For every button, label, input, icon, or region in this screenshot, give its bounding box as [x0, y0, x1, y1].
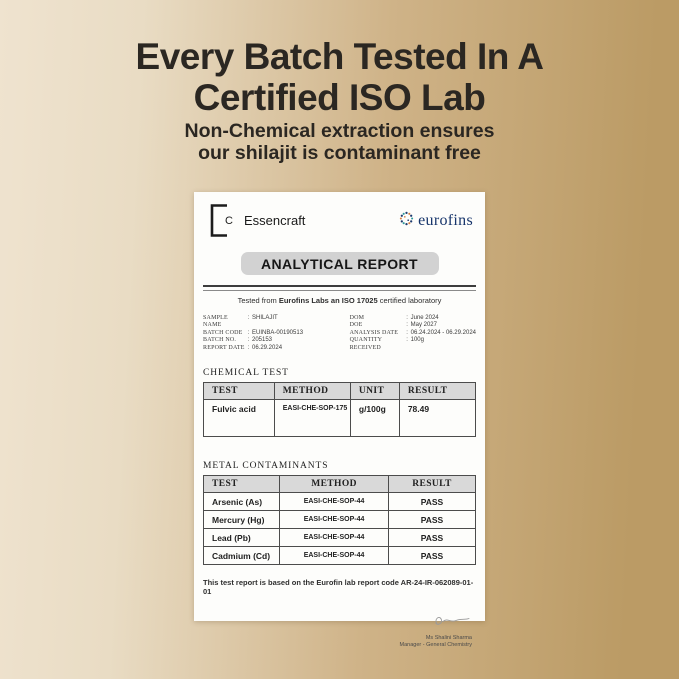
detail-row-quantity — [350, 337, 476, 352]
essencraft-logo — [210, 204, 305, 237]
page-title-line1: Every Batch Tested In A — [135, 36, 544, 77]
cell-method: EASI-CHE-SOP-44 — [280, 511, 389, 529]
cell-method: EASI-CHE-SOP-175 — [274, 400, 350, 437]
detail-value: June 2024 — [410, 315, 439, 321]
detail-value: 06.24.2024 - 06.29.2024 — [410, 329, 476, 336]
detail-colon: : — [406, 329, 408, 336]
column-header: RESULT — [399, 383, 475, 400]
sample-details-right — [350, 315, 476, 352]
detail-label: REPORT DATE — [203, 344, 245, 351]
sample-details-left — [203, 315, 303, 352]
sample-details — [203, 315, 476, 352]
metal-contaminants-table — [203, 475, 476, 565]
cell-test: Cadmium (Cd) — [204, 547, 280, 565]
detail-value: SHILAJIT — [252, 315, 278, 321]
detail-colon: : — [406, 337, 408, 344]
detail-value: 100g — [410, 337, 424, 344]
essencraft-name: Essencraft — [244, 213, 306, 228]
cell-result: PASS — [388, 529, 475, 547]
table-row — [204, 529, 476, 547]
detail-colon: : — [406, 322, 408, 329]
detail-label: SAMPLE NAME — [203, 315, 228, 329]
signatory-name: Ms Shalini Sharma — [425, 635, 472, 642]
detail-colon: : — [247, 337, 250, 344]
cell-result: PASS — [388, 511, 475, 529]
table-row — [204, 547, 476, 565]
detail-colon: : — [247, 315, 250, 321]
detail-colon: : — [247, 329, 250, 336]
signatory-title: Manager - General Chemistry — [399, 642, 472, 649]
page-subtitle-line2: our shilajit is contaminant free — [198, 142, 481, 164]
cell-test: Fulvic acid — [204, 400, 275, 437]
detail-row-report-date — [203, 345, 303, 352]
detail-label: BATCH CODE — [203, 329, 243, 336]
detail-row-dom — [350, 315, 476, 322]
metal-contaminants-title: METAL CONTAMINANTS — [203, 461, 329, 472]
certificate-header — [194, 192, 485, 237]
eurofins-logo — [399, 211, 473, 231]
detail-value: May 2027 — [410, 322, 437, 329]
signature-icon — [430, 617, 472, 634]
detail-colon: : — [247, 344, 250, 351]
cell-result: PASS — [388, 493, 475, 511]
tested-bold: Eurofins Labs an ISO 17025 — [278, 296, 378, 305]
page-title — [0, 36, 679, 118]
column-header: RESULT — [388, 476, 475, 493]
cell-result: 78.49 — [399, 400, 475, 437]
detail-label: ANALYSIS DATE — [349, 329, 399, 336]
certificate-document — [194, 192, 485, 649]
table-row — [204, 493, 476, 511]
chemical-test-table — [203, 382, 476, 437]
table-header-row — [204, 476, 476, 493]
page-subtitle-line1: Non-Chemical extraction ensures — [184, 120, 495, 142]
cell-method: EASI-CHE-SOP-44 — [280, 529, 389, 547]
detail-row-batch-code — [203, 330, 303, 337]
detail-colon: : — [406, 315, 408, 321]
detail-value: 06.29.2024 — [252, 344, 283, 351]
table-row — [204, 400, 476, 437]
detail-row-sample-name — [203, 315, 303, 330]
cell-result: PASS — [388, 547, 475, 565]
detail-label: QUANTITY RECEIVED — [349, 337, 382, 351]
detail-value: 205153 — [252, 337, 273, 344]
column-header: TEST — [204, 383, 275, 400]
report-code-note: This test report is based on the Eurofin lab report code AR-24-IR-062089-01-01 — [203, 578, 474, 597]
column-header: METHOD — [280, 476, 389, 493]
cell-test: Lead (Pb) — [204, 529, 280, 547]
essencraft-monogram: C — [225, 214, 233, 227]
detail-row-doe — [350, 322, 476, 329]
detail-label: DOM — [349, 315, 365, 321]
chemical-test-title: CHEMICAL TEST — [203, 368, 289, 379]
eurofins-wordmark: eurofins — [418, 211, 473, 229]
table-row — [204, 511, 476, 529]
divider-double-rule — [203, 285, 476, 291]
detail-value: EUINBA-00190513 — [252, 329, 304, 336]
cell-unit: g/100g — [350, 400, 399, 437]
cell-test: Arsenic (As) — [204, 493, 280, 511]
cell-method: EASI-CHE-SOP-44 — [280, 547, 389, 565]
column-header: TEST — [204, 476, 280, 493]
table-header-row — [204, 383, 476, 400]
detail-row-batch-no — [203, 337, 303, 344]
tested-suffix: certified laboratory — [377, 296, 442, 305]
eurofins-dots-icon — [399, 211, 414, 231]
cell-test: Mercury (Hg) — [204, 511, 280, 529]
column-header: METHOD — [274, 383, 350, 400]
page-subtitle — [0, 120, 679, 164]
detail-label: BATCH NO. — [203, 337, 237, 344]
page-title-line2: Certified ISO Lab — [193, 77, 486, 118]
detail-row-analysis-date — [350, 330, 476, 337]
tested-prefix: Tested from — [237, 296, 279, 305]
signature-block — [203, 612, 476, 649]
analytical-report-banner: ANALYTICAL REPORT — [241, 252, 439, 275]
essencraft-bracket-icon — [210, 204, 235, 237]
detail-label: DOE — [349, 322, 363, 329]
column-header: UNIT — [350, 383, 399, 400]
cell-method: EASI-CHE-SOP-44 — [280, 493, 389, 511]
tested-line — [203, 296, 476, 305]
certificate-body — [194, 285, 485, 649]
